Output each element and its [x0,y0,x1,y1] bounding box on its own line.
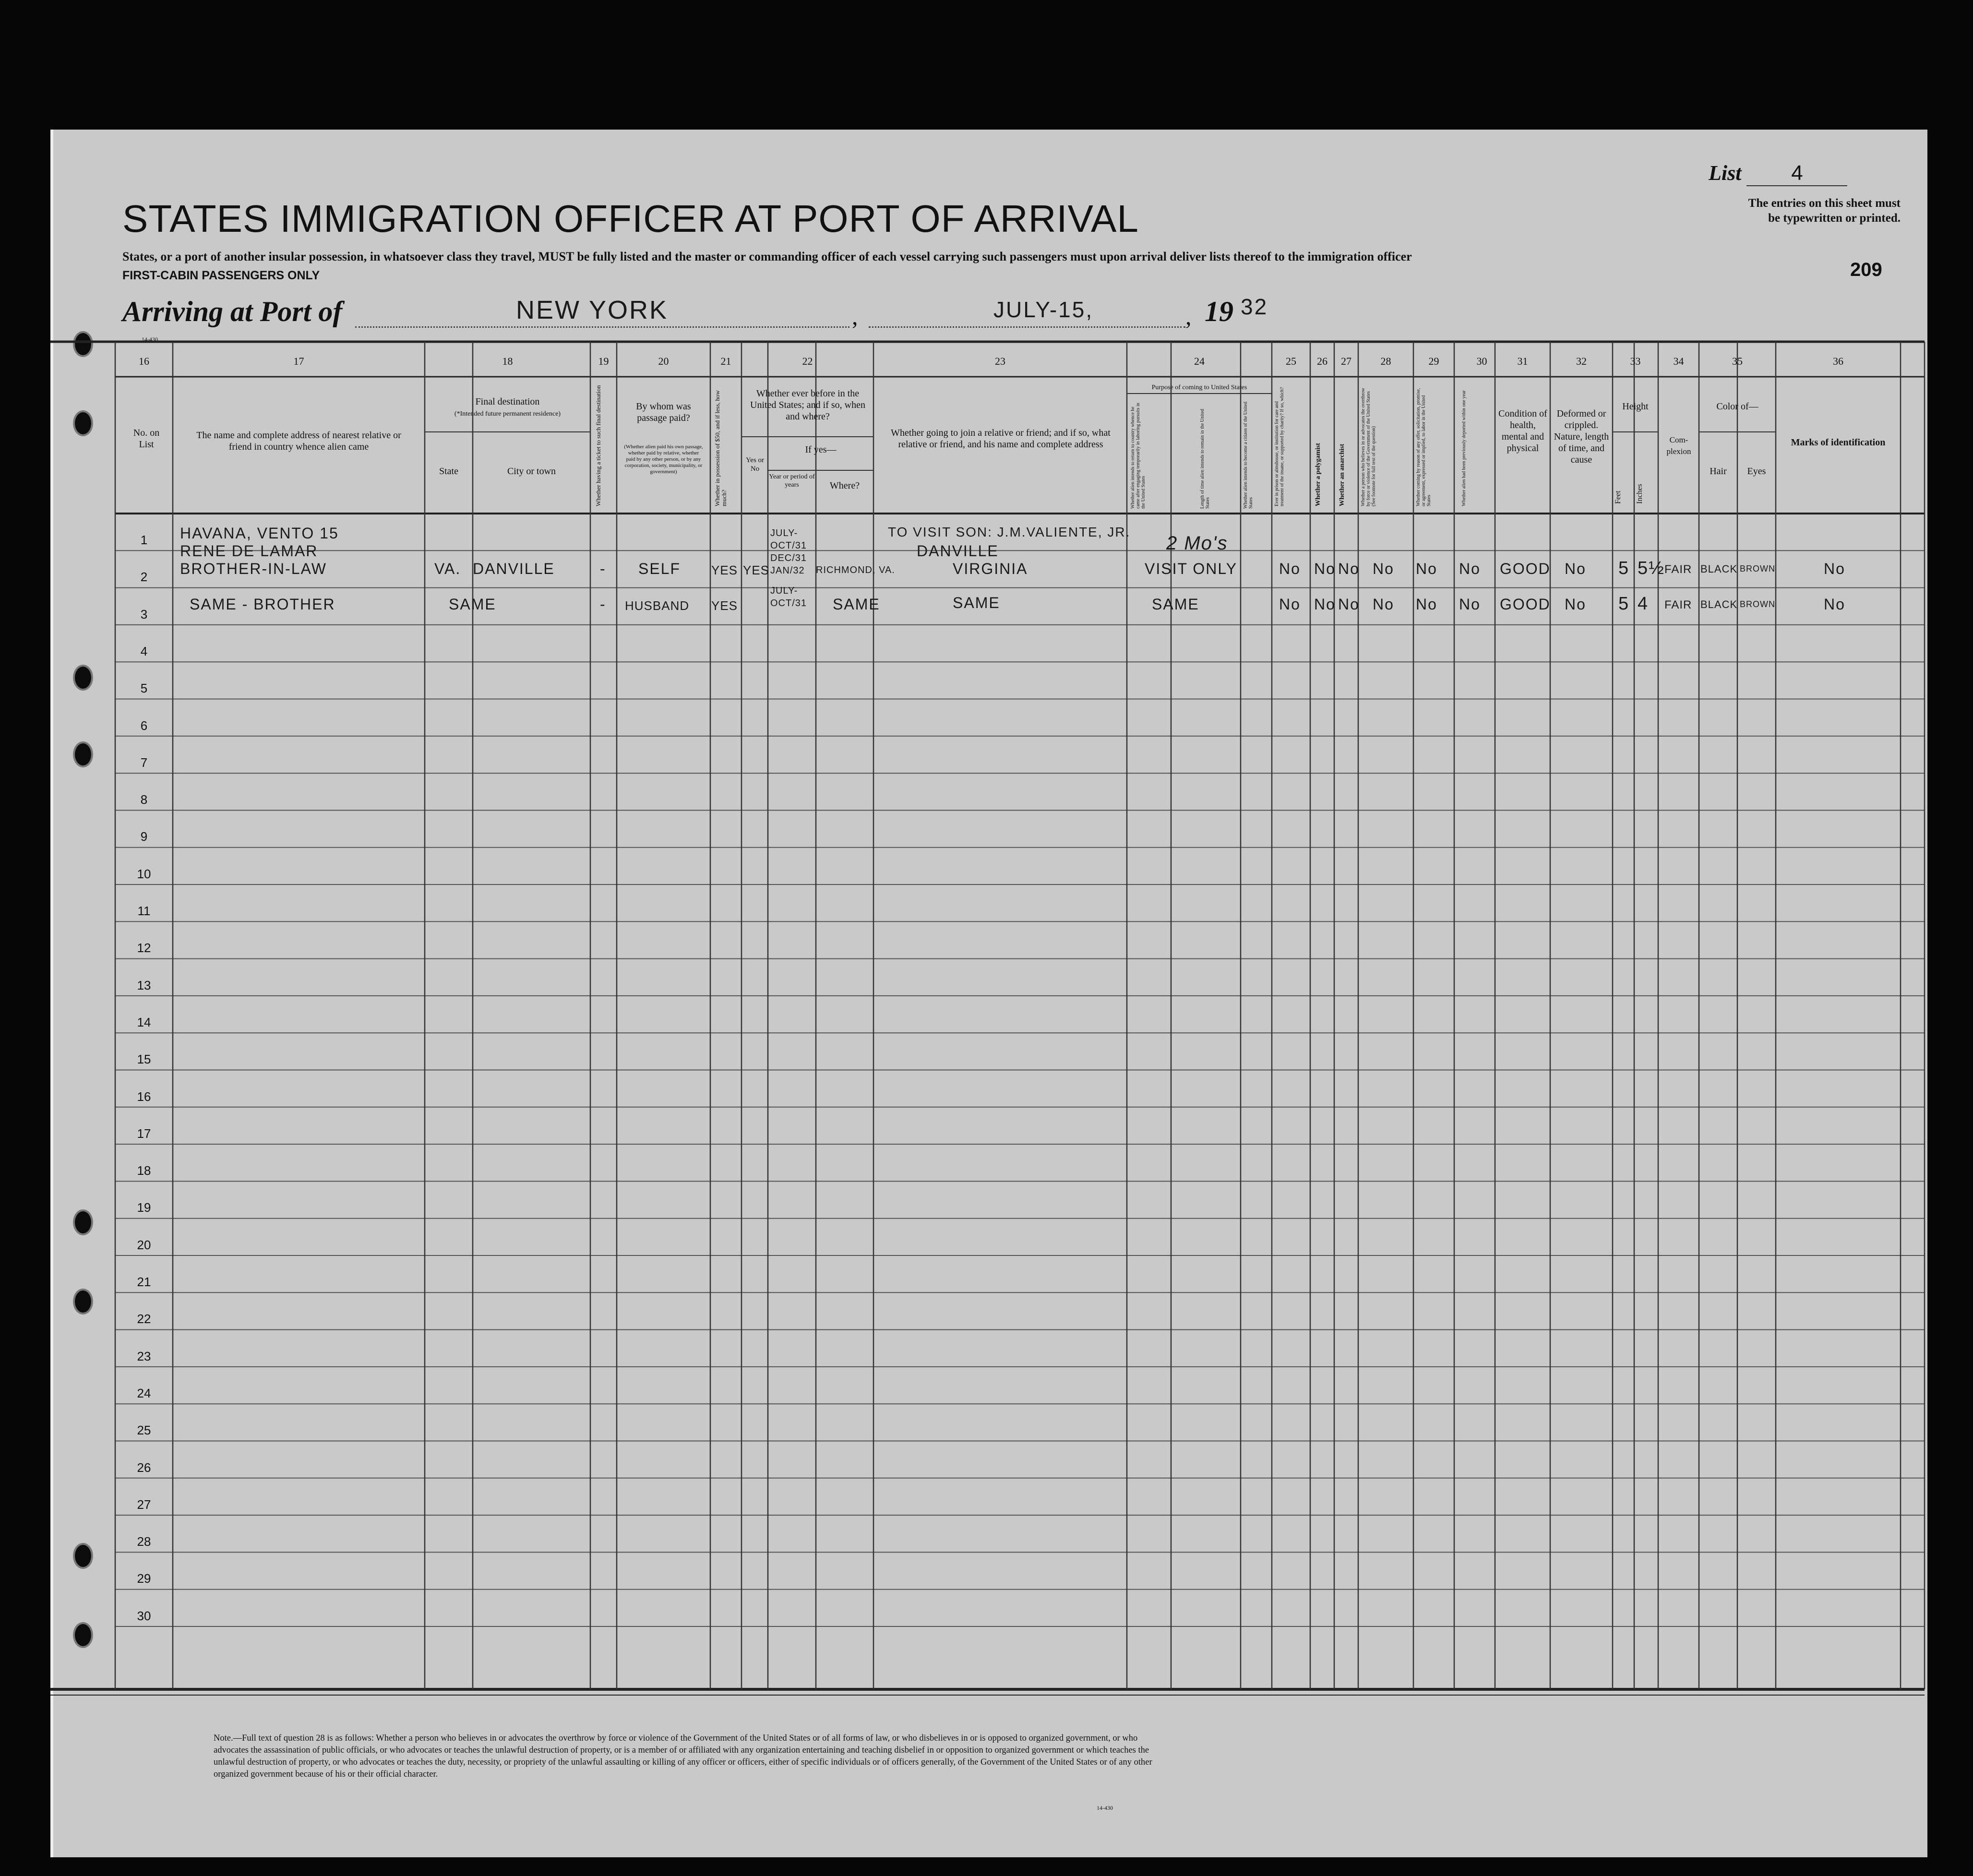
entry-2-relative: SAME - BROTHER [190,596,335,613]
port-value: NEW YORK [516,296,669,324]
heading-passage-paid: By whom was passage paid? [636,401,691,423]
heading-eyes: Eyes [1747,466,1766,477]
row-number: 7 [140,755,148,770]
heading-hair: Hair [1710,466,1727,477]
entry-2-q27: No [1338,596,1360,613]
col-num-24: 24 [1194,355,1205,367]
heading-anarchist: Whether an anarchist [1339,443,1346,506]
heading-deformed: Deformed or crippled. Nature, length of time, and cause [1554,408,1609,465]
heading-city: City or town [507,466,556,477]
row-number: 23 [137,1349,151,1363]
entry-1-feet: 5 [1618,558,1630,578]
typewritten-note-line-1: The entries on this sheet must [1748,197,1901,210]
heading-labor-offer: Whether coming by reason of any offer, solicitation, promise, or agreement, expressed or implied, to labor in the United States [1416,388,1432,506]
row-number: 28 [137,1534,151,1549]
col-num-19: 19 [598,355,609,367]
row-number: 4 [140,644,148,658]
heading-deported: Whether alien had been previously deported within one year [1461,390,1467,506]
row-number: 20 [137,1237,151,1252]
entry-1-eyes: BROWN [1740,564,1775,574]
col-num-31: 31 [1517,355,1528,367]
entry-2-year-1: JULY- [770,586,798,596]
entry-2-deformed: No [1565,596,1586,613]
heading-inches: Inches [1636,484,1644,504]
footer-form-code: 14-430 [1097,1804,1113,1811]
entry-1-city: DANVILLE [473,560,555,577]
row-number: 29 [137,1571,151,1586]
row-number: 6 [140,718,148,733]
col-num-20: 20 [658,355,669,367]
entry-2-destination: SAME [449,596,496,613]
entry-2-q26: No [1314,596,1336,613]
entry-1-q30: No [1459,560,1481,577]
row-number: 15 [137,1052,151,1067]
entry-2-inches: 4 [1638,594,1649,614]
heading-year: Year or period of years [769,473,815,489]
entry-1-join-line-2: DANVILLE [917,542,999,560]
entry-1-paid-by: SELF [638,560,681,577]
heading-color-of: Color of— [1716,401,1758,412]
comma: , [852,303,858,330]
entry-2-ticket: - [600,596,606,613]
heading-polygamist: Whether a polygamist [1315,443,1322,506]
entry-1-year-3: DEC/31 [770,553,807,563]
entry-2-where: SAME [833,596,880,613]
heading-fifty-dollars: Whether in possession of $50, and if less, how much? [714,390,728,506]
row-number: 5 [140,681,148,696]
row-number: 10 [137,866,151,881]
entry-1-health: GOOD [1500,560,1551,577]
heading-relative: The name and complete address of nearest relative or friend in country whence alien came [196,430,401,452]
entry-1-relative-line-1: HAVANA, VENTO 15 [180,525,339,542]
entry-2-hair: BLACK [1700,598,1738,610]
heading-purpose-length: Length of time alien intends to remain in the United States [1200,408,1210,509]
entry-1-relative-line-2: RENE DE LAMAR [180,542,318,560]
entry-1-deformed: No [1565,560,1586,577]
col-num-34: 34 [1673,355,1684,367]
col-num-36: 36 [1833,355,1843,367]
entry-1-join-line-1: TO VISIT SON: J.M.VALIENTE, JR. [888,525,1131,539]
entry-1-q29: No [1416,560,1437,577]
heading-no-on-list: No. on List [133,428,160,450]
col-num-35: 35 [1732,355,1743,367]
row-number: 11 [137,904,151,918]
entry-2-eyes: BROWN [1740,599,1775,609]
col-num-29: 29 [1428,355,1439,367]
list-number: 4 [1746,161,1847,186]
heading-final-destination: Final destination [475,396,540,407]
entry-1-marks: No [1824,560,1845,577]
entry-1-complexion: FAIR [1664,563,1692,576]
heading-passage-paid-note: (Whether alien paid his own passage, whether paid by relative, whether paid by any other person, or by any corporation, society, municipality, or government) [624,444,703,475]
form-code: 14-430 [142,336,158,343]
entry-1-fifty: YES [711,563,738,577]
heading-if-yes: If yes— [805,444,837,455]
typewritten-note-line-2: be typewritten or printed. [1768,212,1901,225]
row-number: 27 [137,1497,151,1512]
entry-2-join: SAME [953,594,1000,611]
row-number: 25 [137,1423,151,1438]
row-number: 2 [140,570,148,585]
entry-2-purpose: SAME [1152,596,1199,613]
entry-1-year-2: OCT/31 [770,540,807,551]
form-subtitle: States, or a port of another insular possession, in whatsoever class they travel, MUST be fully listed and the master or commanding officer of each vessel carrying such passengers must upon arrival deliver lists thereof to the immigration officer [122,250,1412,263]
entry-2-q29: No [1416,596,1437,613]
heading-where: Where? [829,480,860,491]
entry-1-hair: BLACK [1700,563,1738,575]
row-number: 8 [140,792,148,807]
entry-2-year-2: OCT/31 [770,598,807,609]
heading-final-destination-note: (*Intended future permanent residence) [454,410,561,418]
entry-1-purpose: VISIT ONLY [1145,560,1238,577]
arriving-label: Arriving at Port of [122,296,343,327]
row-number: 3 [140,607,148,621]
form-title: STATES IMMIGRATION OFFICER AT PORT OF ARRIVAL [122,197,1139,240]
row-number: 30 [137,1608,151,1623]
col-num-25: 25 [1286,355,1296,367]
entry-1-state: VA. [434,560,461,577]
col-num-16: 16 [139,355,149,367]
heading-feet: Feet [1614,490,1622,504]
col-num-32: 32 [1576,355,1587,367]
entry-1-q27: No [1338,560,1360,577]
entry-2-q25: No [1279,596,1301,613]
entry-2-q30: No [1459,596,1481,613]
row-number: 17 [137,1126,151,1141]
entry-1-ticket: - [600,560,606,577]
col-num-22: 22 [802,355,813,367]
heading-state: State [439,466,458,477]
heading-purpose-return: Whether alien intends to return to country whence he came after engaging temporarily in laboring pursuits in the United States [1130,403,1146,509]
entry-1-where: RICHMOND, VA. [816,565,895,575]
entry-1-length: 2 Mo's [1166,533,1228,554]
heading-height: Height [1622,401,1649,412]
row-number: 24 [137,1386,151,1400]
heading-purpose-citizen: Whether alien intends to become a citizen of the United States [1243,402,1254,509]
col-num-27: 27 [1341,355,1351,367]
entry-2-marks: No [1824,596,1845,613]
heading-marks: Marks of identification [1791,437,1886,448]
entry-2-complexion: FAIR [1664,598,1692,611]
row-number: 13 [137,978,151,992]
heading-join-relative: Whether going to join a relative or friend; and if so, what relative or friend, and his name and complete address [891,428,1111,450]
row-number: 16 [137,1089,151,1104]
entry-1-q26: No [1314,560,1336,577]
row-number: 18 [137,1163,151,1178]
page-number: 209 [1850,259,1882,280]
year-suffix: 32 [1241,294,1268,319]
col-num-30: 30 [1476,355,1487,367]
heading-ticket: Whether having a ticket to such final destination [595,385,602,506]
col-num-28: 28 [1380,355,1391,367]
entry-1-inches: 5½ [1638,558,1665,578]
year-prefix: 19 [1205,296,1233,327]
heading-prison: Ever in prison or almshouse, or institution for care and treatment of the insane, or supported by charity? If so, which? [1274,387,1285,506]
entry-2-fifty: YES [711,598,738,613]
row-number: 1 [140,533,148,547]
entry-2-feet: 5 [1618,594,1630,614]
row-number: 22 [137,1312,151,1326]
heading-yes-no: Yes or No [745,456,765,473]
col-num-33: 33 [1630,355,1641,367]
entry-1-q25: No [1279,560,1301,577]
entry-1-join-line-3: VIRGINIA [953,560,1028,577]
entry-2-paid-by: HUSBAND [625,598,690,613]
entry-1-q28: No [1373,560,1394,577]
row-number: 26 [137,1460,151,1475]
heading-health: Condition of health, mental and physical [1498,408,1547,454]
heading-before-in-us: Whether ever before in the United States; and if so, when and where? [750,388,865,422]
list-label: List [1709,161,1742,185]
heading-overthrow: Whether a person who believes in or advocates the overthrow by force or violence of the Government of the United States (See footnote for full text of the question) [1361,388,1376,506]
row-number: 9 [140,829,148,844]
row-number: 12 [137,941,151,956]
row-number: 19 [137,1200,151,1215]
row-number: 21 [137,1275,151,1289]
col-num-18: 18 [502,355,513,367]
heading-purpose: Purpose of coming to United States [1151,384,1247,391]
col-num-17: 17 [293,355,304,367]
entry-1-relative-line-3: BROTHER-IN-LAW [180,560,327,577]
first-cabin-label: FIRST-CABIN PASSENGERS ONLY [122,269,320,282]
entry-2-health: GOOD [1500,596,1551,613]
heading-complexion: Com-plexion [1666,435,1691,456]
col-num-23: 23 [995,355,1005,367]
comma: , [1185,303,1192,330]
col-num-21: 21 [720,355,731,367]
entry-2-q28: No [1373,596,1394,613]
entry-1-year-4: JAN/32 [770,565,805,576]
date-value: JULY-15, [993,297,1094,322]
col-num-26: 26 [1317,355,1327,367]
entry-1-year-1: JULY- [770,528,798,538]
row-number: 14 [137,1015,151,1029]
footnote-question-28: Note.—Full text of question 28 is as follows: Whether a person who believes in or advocates the overthrow by force or violence of the Government of the United States or of all forms of law, or who disbelieves in or is opposed to organized government, or who advocates the assassination of public officials, or who advocates or teaches the unlawful destruction of property, or is a member of or affiliated with any organization entertaining and teaching disbelief in or opposition to organized government or which teaches the unlawful destruction of property, or who advocates or teaches the duty, necessity, or propriety of the unlawful assaulting or killing of any officer or officers, either of specific individuals or of officers generally, of the Government of the United States or of any other organized government because of his or their official character. [214,1733,1152,1779]
entry-1-before: YES [743,563,770,577]
